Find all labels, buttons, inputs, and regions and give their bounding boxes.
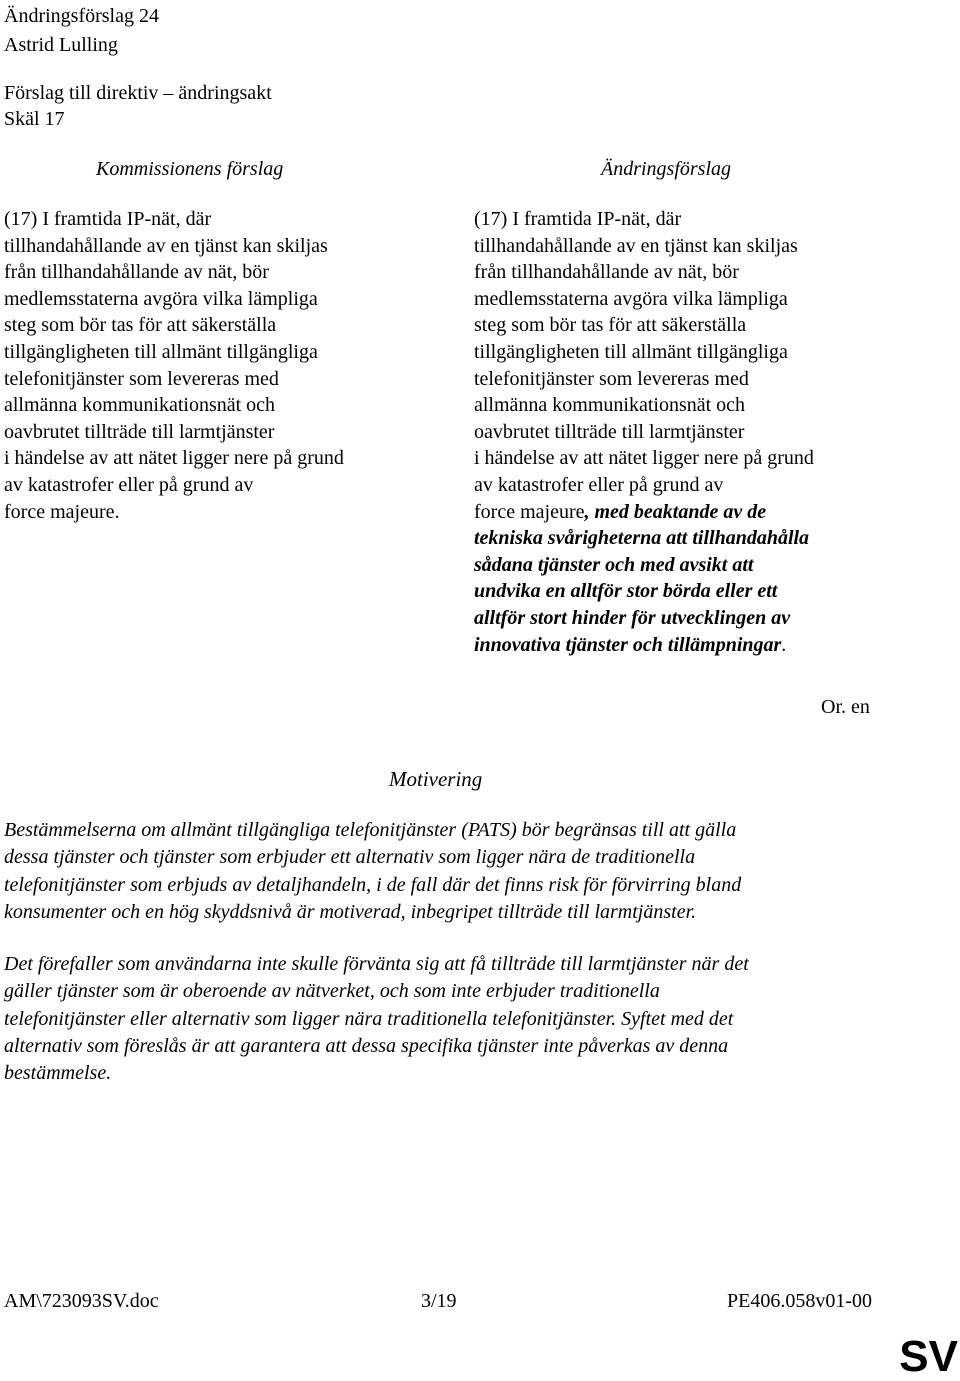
added-text-line: tekniska svårigheterna att tillhandahålla	[474, 527, 810, 550]
text-line: i händelse av att nätet ligger nere på grund	[4, 447, 344, 470]
right-column-title: Ändringsförslag	[601, 158, 732, 180]
text-line: gäller tjänster som är oberoende av nätverket, och som inte erbjuder traditionella	[4, 980, 660, 1003]
added-text-segment: innovativa tjänster och tillämpningar	[474, 633, 782, 656]
text-line: telefonitjänster eller alternativ som ligger nära traditionella telefonitjänster. Syftet med det	[4, 1007, 734, 1030]
justification-paragraph-1	[4, 817, 904, 926]
justification-title: Motivering	[389, 767, 483, 791]
text-line: oavbrutet tillträde till larmtjänster	[474, 420, 745, 443]
footer-page-number: 3/19	[421, 1290, 457, 1312]
text-line: dessa tjänster och tjänster som erbjuder ett alternativ som ligger nära de traditionella	[4, 846, 696, 869]
footer-doc-ref: AM\723093SV.doc	[4, 1290, 159, 1312]
added-text-line: alltför stort hinder för utvecklingen av	[474, 606, 791, 629]
text-line: alternativ som föreslås är att garantera att dessa specifika tjänster inte påverkas av denna	[4, 1034, 729, 1057]
amendment-header	[4, 4, 272, 132]
text-line: bestämmelse.	[4, 1062, 112, 1085]
text-line: telefonitjänster som erbjuds av detaljhandeln, i de fall där det finns risk för förvirring bland	[4, 873, 742, 896]
text-line: av katastrofer eller på grund av	[474, 473, 724, 496]
text-line-mixed	[474, 499, 814, 526]
amendment-text	[474, 206, 814, 658]
plain-segment: force majeure	[474, 500, 585, 523]
text-line: tillgängligheten till allmänt tillgängliga	[4, 340, 318, 363]
text-line: allmänna kommunikationsnät och	[474, 394, 746, 417]
proposal-type: Förslag till direktiv – ändringsakt	[4, 82, 272, 104]
text-line: tillhandahållande av en tjänst kan skiljas	[4, 234, 328, 257]
text-line: medlemsstaterna avgöra vilka lämpliga	[474, 287, 788, 310]
text-line: oavbrutet tillträde till larmtjänster	[4, 420, 275, 443]
text-line: från tillhandahållande av nät, bör	[4, 261, 269, 284]
recital-ref: Skäl 17	[4, 108, 65, 130]
text-line: från tillhandahållande av nät, bör	[474, 261, 739, 284]
text-line: medlemsstaterna avgöra vilka lämpliga	[4, 287, 318, 310]
text-line: (17) I framtida IP-nät, där	[4, 208, 212, 230]
footer-pe-ref: PE406.058v01-00	[727, 1290, 872, 1312]
text-line: steg som bör tas för att säkerställa	[4, 314, 277, 337]
added-text-line: undvika en alltför stor börda eller ett	[474, 580, 778, 603]
plain-segment: .	[781, 633, 787, 656]
original-language: Or. en	[821, 696, 870, 718]
text-line: telefonitjänster som levereras med	[474, 367, 749, 390]
left-column-title: Kommissionens förslag	[96, 158, 284, 180]
text-line: Bestämmelserna om allmänt tillgängliga telefonitjänster (PATS) bör begränsas till att gälla	[4, 819, 737, 841]
text-line: allmänna kommunikationsnät och	[4, 394, 276, 417]
commission-proposal-text	[4, 206, 344, 525]
language-code: SV	[899, 1332, 958, 1381]
amendment-number: Ändringsförslag 24	[4, 5, 159, 27]
justification-paragraph-2	[4, 951, 904, 1087]
text-line: tillhandahållande av en tjänst kan skiljas	[474, 234, 798, 257]
text-line: i händelse av att nätet ligger nere på grund	[474, 447, 814, 470]
text-line: Det förefaller som användarna inte skulle förvänta sig att få tillträde till larmtjänster när det	[4, 953, 749, 975]
text-line-mixed	[474, 632, 814, 659]
text-line: force majeure.	[4, 500, 120, 523]
added-text-segment: , med beaktande av de	[584, 500, 767, 523]
added-text-line: sådana tjänster och med avsikt att	[474, 553, 754, 576]
text-line: konsumenter och en hög skyddsnivå är motiverad, inbegripet tillträde till larmtjänster.	[4, 900, 697, 923]
amendment-author: Astrid Lulling	[4, 34, 118, 56]
text-line: av katastrofer eller på grund av	[4, 473, 254, 496]
text-line: steg som bör tas för att säkerställa	[474, 314, 747, 337]
text-line: tillgängligheten till allmänt tillgängliga	[474, 340, 788, 363]
text-line: telefonitjänster som levereras med	[4, 367, 279, 390]
text-line: (17) I framtida IP-nät, där	[474, 208, 682, 230]
